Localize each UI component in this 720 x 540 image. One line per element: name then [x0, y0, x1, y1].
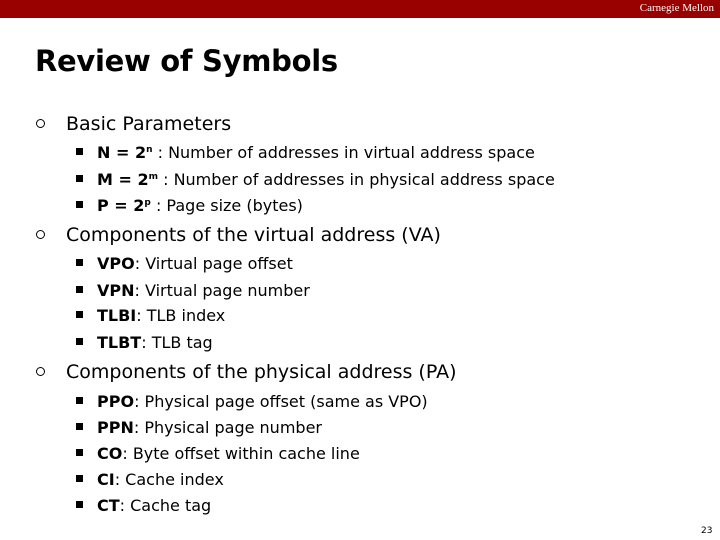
item-term: TLBT [97, 333, 142, 352]
item-term: P = 2 [97, 196, 145, 215]
item-term: M = 2 [97, 170, 149, 189]
item-term: PPO [97, 392, 135, 411]
item-description: : Cache index [114, 470, 224, 489]
circle-bullet-icon [36, 367, 45, 376]
item-exponent: n [146, 145, 153, 155]
item-description: : TLB index [136, 306, 226, 325]
item-description: : Number of addresses in physical address space [158, 170, 555, 189]
square-bullet-icon [76, 397, 83, 404]
square-bullet-icon [76, 449, 83, 456]
item-description: : Number of addresses in virtual address space [152, 143, 535, 162]
circle-bullet-icon [36, 119, 45, 128]
section-heading: Basic Parameters [66, 113, 232, 135]
square-bullet-icon [76, 311, 83, 318]
square-bullet-icon [76, 259, 83, 266]
header-bar [0, 0, 720, 18]
square-bullet-icon [76, 201, 83, 208]
brand-label: Carnegie Mellon [639, 2, 714, 14]
item-description: : Cache tag [119, 496, 212, 515]
square-bullet-icon [76, 286, 83, 293]
section-heading: Components of the physical address (PA) [66, 361, 457, 383]
item-description: : Physical page number [133, 418, 322, 437]
item-term: TLBI [97, 306, 137, 325]
circle-bullet-icon [36, 230, 45, 239]
item-term: N = 2 [97, 143, 147, 162]
item-description: : Physical page offset (same as VPO) [134, 392, 428, 411]
item-term: CT [97, 496, 120, 515]
item-description: : Virtual page number [134, 281, 310, 300]
item-term: PPN [97, 418, 134, 437]
page-number: 23 [701, 526, 713, 536]
item-term: VPO [97, 254, 135, 273]
square-bullet-icon [76, 423, 83, 430]
item-description: : TLB tag [141, 333, 213, 352]
square-bullet-icon [76, 501, 83, 508]
item-term: VPN [97, 281, 135, 300]
slide-title: Review of Symbols [35, 44, 338, 78]
item-description: : Page size (bytes) [150, 196, 303, 215]
square-bullet-icon [76, 338, 83, 345]
item-description: : Byte offset within cache line [122, 444, 360, 463]
section-heading: Components of the virtual address (VA) [66, 224, 441, 246]
item-exponent: p [144, 198, 151, 208]
item-term: CO [97, 444, 123, 463]
square-bullet-icon [76, 148, 83, 155]
item-description: : Virtual page offset [134, 254, 293, 273]
square-bullet-icon [76, 475, 83, 482]
item-term: CI [97, 470, 115, 489]
square-bullet-icon [76, 175, 83, 182]
item-exponent: m [148, 172, 158, 182]
